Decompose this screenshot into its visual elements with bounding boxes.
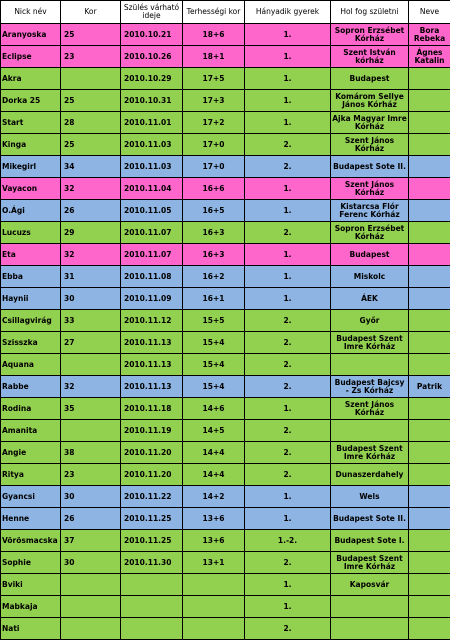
cell-nick: Amanita [1, 420, 61, 442]
cell-due-date: 2010.11.25 [121, 508, 183, 530]
cell-due-date: 2010.11.08 [121, 266, 183, 288]
cell-due-date: 2010.10.29 [121, 68, 183, 90]
cell-due-date: 2010.11.07 [121, 222, 183, 244]
cell-birthplace: Kistarcsa Flór Ferenc Kórház [331, 200, 409, 222]
cell-due-date: 2010.11.04 [121, 178, 183, 200]
cell-birthplace: Budapest Szent Imre Kórház [331, 442, 409, 464]
cell-nick: Eclipse [1, 46, 61, 68]
cell-age [61, 68, 121, 90]
cell-age: 37 [61, 530, 121, 552]
cell-baby-name [409, 244, 450, 266]
header-kor: Kor [61, 1, 121, 24]
cell-baby-name [409, 354, 450, 376]
table-row [1, 112, 450, 134]
cell-baby-name [409, 618, 450, 640]
cell-child-number: 1. [245, 574, 331, 596]
cell-baby-name [409, 90, 450, 112]
cell-age: 23 [61, 46, 121, 68]
table-row [1, 134, 450, 156]
header-baby-name: Neve [409, 1, 450, 24]
cell-pregnancy-week: 13+1 [183, 552, 245, 574]
cell-nick: Kinga [1, 134, 61, 156]
table-row [1, 332, 450, 354]
cell-nick: Szisszka [1, 332, 61, 354]
cell-birthplace: Budapest Bajcsy - Zs Kórház [331, 376, 409, 398]
cell-age: 26 [61, 200, 121, 222]
cell-nick: O.Ági [1, 200, 61, 222]
cell-nick: Gyancsi [1, 486, 61, 508]
cell-pregnancy-week: 17+2 [183, 112, 245, 134]
cell-nick: Eta [1, 244, 61, 266]
cell-age [61, 420, 121, 442]
cell-nick: Lucuzs [1, 222, 61, 244]
cell-pregnancy-week: 17+0 [183, 134, 245, 156]
cell-child-number: 2. [245, 310, 331, 332]
cell-pregnancy-week [183, 618, 245, 640]
table-row [1, 508, 450, 530]
cell-child-number: 1.-2. [245, 530, 331, 552]
cell-age [61, 596, 121, 618]
cell-baby-name [409, 200, 450, 222]
cell-baby-name [409, 310, 450, 332]
cell-baby-name [409, 398, 450, 420]
cell-baby-name [409, 530, 450, 552]
table-row [1, 376, 450, 398]
cell-child-number: 1. [245, 24, 331, 46]
cell-nick: Bviki [1, 574, 61, 596]
cell-child-number: 2. [245, 420, 331, 442]
cell-child-number: 1. [245, 112, 331, 134]
cell-due-date: 2010.11.22 [121, 486, 183, 508]
cell-due-date: 2010.10.21 [121, 24, 183, 46]
cell-due-date: 2010.11.18 [121, 398, 183, 420]
cell-age: 23 [61, 464, 121, 486]
cell-due-date: 2010.11.30 [121, 552, 183, 574]
cell-pregnancy-week: 16+1 [183, 288, 245, 310]
cell-birthplace [331, 618, 409, 640]
cell-child-number: 1. [245, 244, 331, 266]
cell-baby-name [409, 442, 450, 464]
table-row [1, 442, 450, 464]
cell-due-date: 2010.11.20 [121, 442, 183, 464]
table-row [1, 24, 450, 46]
cell-due-date: 2010.11.01 [121, 112, 183, 134]
cell-child-number: 1. [245, 398, 331, 420]
cell-age [61, 574, 121, 596]
cell-age: 26 [61, 508, 121, 530]
cell-child-number: 2. [245, 376, 331, 398]
cell-nick: Mabkaja [1, 596, 61, 618]
cell-baby-name [409, 420, 450, 442]
cell-due-date: 2010.11.13 [121, 376, 183, 398]
cell-birthplace: Budapest Sote II. [331, 508, 409, 530]
cell-pregnancy-week: 14+4 [183, 442, 245, 464]
cell-pregnancy-week: 18+1 [183, 46, 245, 68]
table-row [1, 68, 450, 90]
cell-due-date: 2010.11.09 [121, 288, 183, 310]
cell-birthplace: Budapest Szent Imre Kórház [331, 552, 409, 574]
cell-child-number: 1. [245, 486, 331, 508]
cell-pregnancy-week: 15+4 [183, 332, 245, 354]
cell-pregnancy-week: 15+5 [183, 310, 245, 332]
cell-child-number: 1. [245, 90, 331, 112]
table-row [1, 398, 450, 420]
table-row [1, 464, 450, 486]
cell-age: 32 [61, 376, 121, 398]
cell-birthplace: ÁEK [331, 288, 409, 310]
cell-age: 27 [61, 332, 121, 354]
cell-age: 33 [61, 310, 121, 332]
cell-birthplace: Szent János Kórház [331, 134, 409, 156]
cell-baby-name [409, 464, 450, 486]
table-row [1, 156, 450, 178]
cell-nick: Rodina [1, 398, 61, 420]
cell-pregnancy-week: 16+3 [183, 222, 245, 244]
cell-nick: Ritya [1, 464, 61, 486]
cell-child-number: 2. [245, 442, 331, 464]
cell-pregnancy-week: 14+2 [183, 486, 245, 508]
cell-pregnancy-week: 18+6 [183, 24, 245, 46]
cell-due-date: 2010.11.19 [121, 420, 183, 442]
header-birthplace: Hol fog születni [331, 1, 409, 24]
cell-birthplace: Budapest [331, 244, 409, 266]
cell-nick: Rabbe [1, 376, 61, 398]
cell-pregnancy-week: 16+5 [183, 200, 245, 222]
cell-age: 31 [61, 266, 121, 288]
cell-baby-name [409, 156, 450, 178]
cell-pregnancy-week [183, 596, 245, 618]
cell-age: 30 [61, 486, 121, 508]
cell-baby-name [409, 596, 450, 618]
cell-child-number: 1. [245, 288, 331, 310]
cell-age: 35 [61, 398, 121, 420]
cell-birthplace: Budapest [331, 68, 409, 90]
cell-nick: Aquana [1, 354, 61, 376]
cell-baby-name [409, 178, 450, 200]
header-row [1, 1, 450, 24]
cell-child-number: 1. [245, 266, 331, 288]
cell-child-number: 2. [245, 354, 331, 376]
cell-birthplace [331, 420, 409, 442]
cell-child-number: 1. [245, 200, 331, 222]
cell-child-number: 1. [245, 508, 331, 530]
cell-birthplace: Budapest Szent Imre Kórház [331, 332, 409, 354]
cell-baby-name: Bora Rebeka [409, 24, 450, 46]
cell-child-number: 2. [245, 332, 331, 354]
table-row [1, 288, 450, 310]
cell-age: 25 [61, 90, 121, 112]
table-row [1, 574, 450, 596]
cell-age [61, 618, 121, 640]
cell-birthplace: Szent István kórház [331, 46, 409, 68]
cell-birthplace: Sopron Erzsébet Kórház [331, 24, 409, 46]
cell-birthplace: Komárom Sellye János Kórház [331, 90, 409, 112]
cell-baby-name [409, 266, 450, 288]
cell-due-date: 2010.11.13 [121, 354, 183, 376]
table-row [1, 266, 450, 288]
cell-due-date [121, 618, 183, 640]
table-row [1, 46, 450, 68]
table-row [1, 618, 450, 640]
cell-pregnancy-week: 15+4 [183, 376, 245, 398]
cell-birthplace [331, 596, 409, 618]
cell-due-date: 2010.11.05 [121, 200, 183, 222]
cell-nick: Vayacon [1, 178, 61, 200]
cell-age [61, 354, 121, 376]
cell-age: 25 [61, 134, 121, 156]
cell-nick: Vörösmacska [1, 530, 61, 552]
cell-birthplace: Budapest Sote I. [331, 530, 409, 552]
cell-due-date: 2010.10.31 [121, 90, 183, 112]
cell-due-date: 2010.11.13 [121, 332, 183, 354]
table-row [1, 552, 450, 574]
cell-due-date: 2010.11.20 [121, 464, 183, 486]
cell-birthplace: Kaposvár [331, 574, 409, 596]
cell-age: 32 [61, 178, 121, 200]
table-row [1, 244, 450, 266]
cell-pregnancy-week [183, 574, 245, 596]
table-row [1, 178, 450, 200]
cell-age: 28 [61, 112, 121, 134]
cell-due-date: 2010.11.07 [121, 244, 183, 266]
cell-due-date [121, 596, 183, 618]
cell-baby-name [409, 486, 450, 508]
cell-due-date [121, 574, 183, 596]
cell-birthplace: Wels [331, 486, 409, 508]
cell-pregnancy-week: 14+6 [183, 398, 245, 420]
cell-age: 30 [61, 552, 121, 574]
cell-birthplace: Szent János Kórház [331, 398, 409, 420]
table-row [1, 222, 450, 244]
cell-due-date: 2010.11.25 [121, 530, 183, 552]
cell-child-number: 2. [245, 618, 331, 640]
table-row [1, 310, 450, 332]
cell-baby-name [409, 222, 450, 244]
cell-pregnancy-week: 16+3 [183, 244, 245, 266]
table-row [1, 200, 450, 222]
cell-birthplace: Budapest Sote II. [331, 156, 409, 178]
cell-baby-name [409, 68, 450, 90]
cell-due-date: 2010.11.12 [121, 310, 183, 332]
cell-nick: Henne [1, 508, 61, 530]
header-child-number: Hányadik gyerek [245, 1, 331, 24]
cell-age: 38 [61, 442, 121, 464]
cell-due-date: 2010.11.03 [121, 156, 183, 178]
cell-nick: Mikegirl [1, 156, 61, 178]
cell-age: 25 [61, 24, 121, 46]
cell-pregnancy-week: 17+0 [183, 156, 245, 178]
cell-age: 30 [61, 288, 121, 310]
cell-baby-name: Ágnes Katalin [409, 46, 450, 68]
cell-nick: Haynii [1, 288, 61, 310]
cell-pregnancy-week: 17+5 [183, 68, 245, 90]
cell-baby-name: Patrik [409, 376, 450, 398]
cell-child-number: 2. [245, 552, 331, 574]
cell-nick: Sophie [1, 552, 61, 574]
cell-age: 34 [61, 156, 121, 178]
table-row [1, 486, 450, 508]
cell-child-number: 1. [245, 596, 331, 618]
cell-nick: Ebba [1, 266, 61, 288]
cell-baby-name [409, 112, 450, 134]
cell-child-number: 1. [245, 68, 331, 90]
cell-nick: Aranyoska [1, 24, 61, 46]
cell-baby-name [409, 552, 450, 574]
header-nick: Nick név [1, 1, 61, 24]
cell-nick: Angie [1, 442, 61, 464]
cell-baby-name [409, 134, 450, 156]
cell-birthplace: Miskolc [331, 266, 409, 288]
cell-pregnancy-week: 14+4 [183, 464, 245, 486]
cell-birthplace: Szent János Kórház [331, 178, 409, 200]
cell-child-number: 2. [245, 464, 331, 486]
cell-due-date: 2010.11.03 [121, 134, 183, 156]
header-due-date: Szülés várható ideje [121, 1, 183, 24]
cell-child-number: 2. [245, 134, 331, 156]
cell-nick: Dorka 25 [1, 90, 61, 112]
cell-age: 32 [61, 244, 121, 266]
table-row [1, 90, 450, 112]
table-row [1, 596, 450, 618]
cell-age: 29 [61, 222, 121, 244]
cell-birthplace: Sopron Erzsébet Kórház [331, 222, 409, 244]
cell-baby-name [409, 508, 450, 530]
cell-nick: Nati [1, 618, 61, 640]
cell-birthplace: Dunaszerdahely [331, 464, 409, 486]
cell-pregnancy-week: 15+4 [183, 354, 245, 376]
table-row [1, 354, 450, 376]
cell-child-number: 2. [245, 222, 331, 244]
cell-due-date: 2010.10.26 [121, 46, 183, 68]
cell-nick: Start [1, 112, 61, 134]
cell-birthplace [331, 354, 409, 376]
table-row [1, 420, 450, 442]
cell-pregnancy-week: 16+2 [183, 266, 245, 288]
cell-baby-name [409, 332, 450, 354]
cell-pregnancy-week: 13+6 [183, 530, 245, 552]
cell-nick: Csillagvirág [1, 310, 61, 332]
cell-child-number: 1. [245, 46, 331, 68]
cell-pregnancy-week: 16+6 [183, 178, 245, 200]
cell-birthplace: Győr [331, 310, 409, 332]
cell-pregnancy-week: 17+3 [183, 90, 245, 112]
cell-pregnancy-week: 14+5 [183, 420, 245, 442]
cell-birthplace: Ajka Magyar Imre Kórház [331, 112, 409, 134]
table-row [1, 530, 450, 552]
cell-baby-name [409, 288, 450, 310]
cell-nick: Akra [1, 68, 61, 90]
cell-baby-name [409, 574, 450, 596]
header-pregnancy-week: Terhességi kor [183, 1, 245, 24]
cell-pregnancy-week: 13+6 [183, 508, 245, 530]
table-body [1, 24, 450, 640]
cell-child-number: 2. [245, 156, 331, 178]
cell-child-number: 1. [245, 178, 331, 200]
